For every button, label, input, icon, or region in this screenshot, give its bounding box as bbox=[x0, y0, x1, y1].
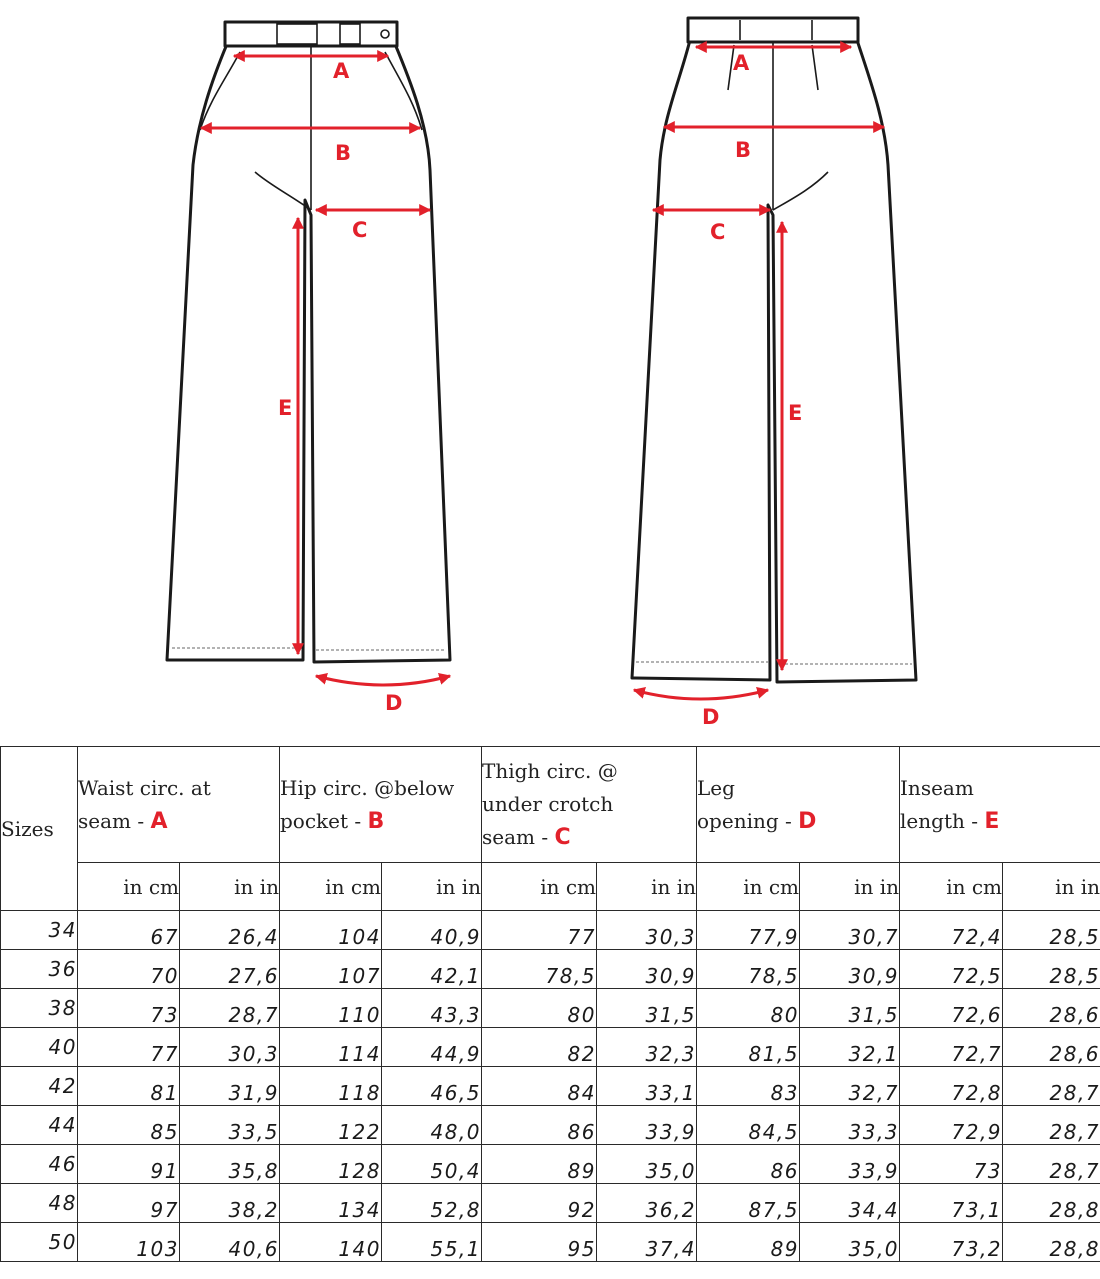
measurement-cell: 33,9 bbox=[597, 1106, 697, 1145]
table-row bbox=[1, 1028, 1100, 1067]
measurement-cell: 31,5 bbox=[597, 989, 697, 1028]
measurement-cell: 73 bbox=[78, 989, 180, 1028]
measurement-cell: 34,4 bbox=[800, 1184, 900, 1223]
header-line: Leg bbox=[697, 775, 735, 800]
back-label-d: D bbox=[702, 705, 720, 729]
measurement-cell: 89 bbox=[482, 1145, 597, 1184]
measurement-cell: 91 bbox=[78, 1145, 180, 1184]
column-header-waist bbox=[78, 747, 280, 863]
header-line: seam - bbox=[482, 825, 555, 849]
measurement-cell: 80 bbox=[482, 989, 597, 1028]
header-line: Inseam bbox=[900, 775, 974, 800]
unit-cm-header: in cm bbox=[697, 863, 800, 911]
measurement-cell: 50,4 bbox=[382, 1145, 482, 1184]
unit-in-header: in in bbox=[597, 863, 697, 911]
unit-cm-header: in cm bbox=[78, 863, 180, 911]
measurement-cell: 28,8 bbox=[1003, 1184, 1100, 1223]
column-header-inseam bbox=[900, 747, 1100, 863]
measurement-cell: 32,3 bbox=[597, 1028, 697, 1067]
measurement-cell: 82 bbox=[482, 1028, 597, 1067]
measurement-cell: 104 bbox=[280, 911, 382, 950]
measurement-cell: 35,0 bbox=[800, 1223, 900, 1262]
back-label-c: C bbox=[710, 220, 726, 244]
measurement-cell: 84 bbox=[482, 1067, 597, 1106]
measurement-cell: 28,5 bbox=[1003, 911, 1100, 950]
measurement-cell: 46,5 bbox=[382, 1067, 482, 1106]
measurement-cell: 28,7 bbox=[1003, 1145, 1100, 1184]
header-line: Hip circ. @below bbox=[280, 775, 455, 800]
size-cell: 48 bbox=[1, 1184, 78, 1223]
measurement-cell: 30,9 bbox=[597, 950, 697, 989]
back-label-a: A bbox=[733, 51, 750, 75]
size-cell: 46 bbox=[1, 1145, 78, 1184]
measurement-cell: 84,5 bbox=[697, 1106, 800, 1145]
measurement-cell: 40,6 bbox=[180, 1223, 280, 1262]
measurement-cell: 78,5 bbox=[697, 950, 800, 989]
back-label-b: B bbox=[735, 138, 752, 162]
unit-in-header: in in bbox=[1003, 863, 1100, 911]
measurement-cell: 86 bbox=[697, 1145, 800, 1184]
front-pants-outline bbox=[167, 44, 450, 662]
size-cell: 40 bbox=[1, 1028, 78, 1067]
measurement-cell: 81 bbox=[78, 1067, 180, 1106]
measurement-cell: 140 bbox=[280, 1223, 382, 1262]
measurement-cell: 37,4 bbox=[597, 1223, 697, 1262]
size-cell: 50 bbox=[1, 1223, 78, 1262]
column-header-thigh bbox=[482, 747, 697, 863]
header-line: opening - bbox=[697, 808, 799, 833]
measurement-cell: 28,7 bbox=[1003, 1067, 1100, 1106]
size-cell: 34 bbox=[1, 911, 78, 950]
measurement-cell: 38,2 bbox=[180, 1184, 280, 1223]
back-arrow-d bbox=[634, 690, 768, 699]
measurement-cell: 67 bbox=[78, 911, 180, 950]
measurement-cell: 73,1 bbox=[900, 1184, 1003, 1223]
header-letter: D bbox=[798, 808, 817, 834]
measurement-cell: 44,9 bbox=[382, 1028, 482, 1067]
measurement-cell: 72,8 bbox=[900, 1067, 1003, 1106]
measurement-cell: 28,8 bbox=[1003, 1223, 1100, 1262]
measurement-cell: 72,7 bbox=[900, 1028, 1003, 1067]
measurement-cell: 27,6 bbox=[180, 950, 280, 989]
measurement-cell: 28,7 bbox=[1003, 1106, 1100, 1145]
size-cell: 36 bbox=[1, 950, 78, 989]
measurement-cell: 40,9 bbox=[382, 911, 482, 950]
measurement-cell: 95 bbox=[482, 1223, 597, 1262]
measurement-cell: 87,5 bbox=[697, 1184, 800, 1223]
measurement-cell: 32,1 bbox=[800, 1028, 900, 1067]
header-line: length - bbox=[900, 808, 985, 833]
header-line: pocket - bbox=[280, 808, 368, 833]
measurement-cell: 80 bbox=[697, 989, 800, 1028]
measurement-cell: 85 bbox=[78, 1106, 180, 1145]
front-label-b: B bbox=[335, 141, 352, 165]
measurement-cell: 70 bbox=[78, 950, 180, 989]
front-label-e: E bbox=[278, 396, 293, 420]
unit-cm-header: in cm bbox=[900, 863, 1003, 911]
table-row bbox=[1, 1145, 1100, 1184]
unit-in-header: in in bbox=[180, 863, 280, 911]
measurement-cell: 122 bbox=[280, 1106, 382, 1145]
measurement-cell: 30,3 bbox=[597, 911, 697, 950]
column-header-leg-opening bbox=[697, 747, 900, 863]
measurement-cell: 42,1 bbox=[382, 950, 482, 989]
measurement-cell: 73,2 bbox=[900, 1223, 1003, 1262]
measurement-cell: 83 bbox=[697, 1067, 800, 1106]
measurement-cell: 73 bbox=[900, 1145, 1003, 1184]
header-line: Thigh circ. @ bbox=[482, 759, 618, 783]
header-letter: B bbox=[367, 808, 385, 834]
measurement-cell: 128 bbox=[280, 1145, 382, 1184]
size-rows bbox=[1, 911, 1100, 1262]
measurement-cell: 107 bbox=[280, 950, 382, 989]
header-line: under crotch bbox=[482, 792, 614, 816]
front-label-c: C bbox=[352, 218, 368, 242]
size-cell: 38 bbox=[1, 989, 78, 1028]
measurement-cell: 97 bbox=[78, 1184, 180, 1223]
measurement-cell: 28,6 bbox=[1003, 989, 1100, 1028]
size-chart-table bbox=[0, 746, 1100, 1262]
measurement-cell: 77 bbox=[78, 1028, 180, 1067]
measurement-cell: 33,3 bbox=[800, 1106, 900, 1145]
table-row bbox=[1, 950, 1100, 989]
header-line: seam - bbox=[78, 808, 151, 833]
table-row bbox=[1, 1184, 1100, 1223]
measurement-cell: 30,9 bbox=[800, 950, 900, 989]
measurement-cell: 72,6 bbox=[900, 989, 1003, 1028]
measurement-cell: 31,9 bbox=[180, 1067, 280, 1106]
sizes-header: Sizes bbox=[1, 747, 78, 911]
measurement-cell: 55,1 bbox=[382, 1223, 482, 1262]
measurement-cell: 31,5 bbox=[800, 989, 900, 1028]
measurement-cell: 118 bbox=[280, 1067, 382, 1106]
header-row bbox=[1, 747, 1100, 863]
back-pants-drawing bbox=[632, 18, 916, 729]
front-waistband bbox=[225, 22, 397, 46]
measurement-cell: 77,9 bbox=[697, 911, 800, 950]
table-row bbox=[1, 1106, 1100, 1145]
measurement-cell: 26,4 bbox=[180, 911, 280, 950]
measurement-cell: 28,6 bbox=[1003, 1028, 1100, 1067]
measurement-cell: 35,0 bbox=[597, 1145, 697, 1184]
measurement-cell: 86 bbox=[482, 1106, 597, 1145]
unit-cm-header: in cm bbox=[482, 863, 597, 911]
column-header-hip bbox=[280, 747, 482, 863]
back-pants-outline bbox=[632, 40, 916, 682]
back-waistband bbox=[688, 18, 858, 42]
measurement-cell: 28,5 bbox=[1003, 950, 1100, 989]
front-pants-drawing bbox=[167, 22, 450, 715]
unit-cm-header: in cm bbox=[280, 863, 382, 911]
measurement-cell: 81,5 bbox=[697, 1028, 800, 1067]
measurement-cell: 36,2 bbox=[597, 1184, 697, 1223]
measurement-cell: 72,9 bbox=[900, 1106, 1003, 1145]
measurement-cell: 77 bbox=[482, 911, 597, 950]
table-row bbox=[1, 1067, 1100, 1106]
measurement-cell: 72,5 bbox=[900, 950, 1003, 989]
measurement-cell: 92 bbox=[482, 1184, 597, 1223]
table-row bbox=[1, 989, 1100, 1028]
front-label-d: D bbox=[385, 691, 403, 715]
front-arrow-d bbox=[316, 676, 450, 685]
measurement-cell: 33,9 bbox=[800, 1145, 900, 1184]
table-row bbox=[1, 1223, 1100, 1262]
measurement-cell: 30,7 bbox=[800, 911, 900, 950]
measurement-cell: 43,3 bbox=[382, 989, 482, 1028]
unit-row bbox=[1, 863, 1100, 911]
measurement-cell: 103 bbox=[78, 1223, 180, 1262]
measurement-cell: 32,7 bbox=[800, 1067, 900, 1106]
unit-in-header: in in bbox=[382, 863, 482, 911]
front-label-a: A bbox=[333, 59, 350, 83]
header-letter: E bbox=[984, 808, 1000, 834]
measurement-cell: 33,1 bbox=[597, 1067, 697, 1106]
measurement-cell: 89 bbox=[697, 1223, 800, 1262]
measurement-cell: 114 bbox=[280, 1028, 382, 1067]
measurement-cell: 30,3 bbox=[180, 1028, 280, 1067]
header-line: Waist circ. at bbox=[78, 775, 211, 800]
measurement-cell: 134 bbox=[280, 1184, 382, 1223]
measurement-cell: 110 bbox=[280, 989, 382, 1028]
measurement-cell: 72,4 bbox=[900, 911, 1003, 950]
size-cell: 42 bbox=[1, 1067, 78, 1106]
measurement-cell: 52,8 bbox=[382, 1184, 482, 1223]
measurement-cell: 35,8 bbox=[180, 1145, 280, 1184]
unit-in-header: in in bbox=[800, 863, 900, 911]
back-label-e: E bbox=[788, 401, 803, 425]
measurement-cell: 33,5 bbox=[180, 1106, 280, 1145]
measurement-cell: 28,7 bbox=[180, 989, 280, 1028]
size-cell: 44 bbox=[1, 1106, 78, 1145]
header-letter: A bbox=[150, 808, 168, 834]
header-letter: C bbox=[554, 825, 571, 850]
table-row bbox=[1, 911, 1100, 950]
measurement-cell: 48,0 bbox=[382, 1106, 482, 1145]
measurement-cell: 78,5 bbox=[482, 950, 597, 989]
